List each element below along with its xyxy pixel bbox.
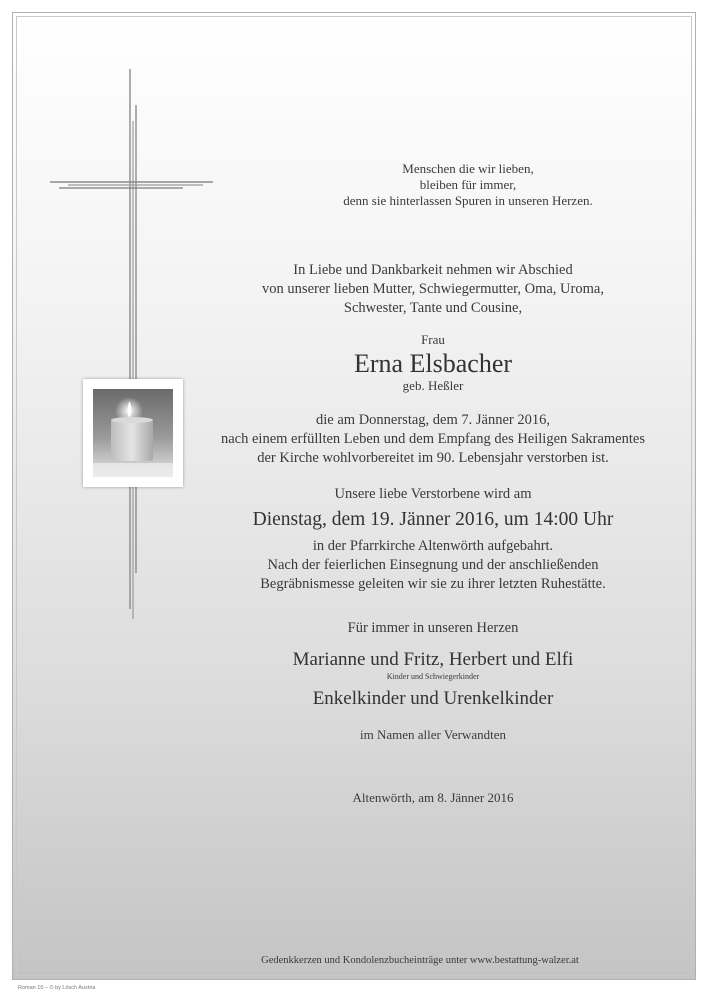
grandchildren: Enkelkinder und Urenkelkinder xyxy=(312,688,554,709)
funeral-line-3: Begräbnismesse geleiten wir sie zu ihrer letzten Ruhestätte. xyxy=(260,576,606,592)
candle-icon xyxy=(93,389,173,477)
relatives: im Namen aller Verwandten xyxy=(360,727,506,742)
motto: Für immer in unseren Herzen xyxy=(347,620,519,636)
children-note: Kinder und Schwiegerkinder xyxy=(386,672,480,681)
death-line-1: die am Donnerstag, dem 7. Jänner 2016, xyxy=(316,412,550,428)
obituary-card xyxy=(12,12,696,980)
funeral-date: Dienstag, dem 19. Jänner 2016, um 14:00 Uhr xyxy=(252,509,614,530)
children: Marianne und Fritz, Herbert und Elfi xyxy=(292,649,574,670)
place-date: Altenwörth, am 8. Jänner 2016 xyxy=(352,790,514,805)
intro-line-3: Schwester, Tante und Cousine, xyxy=(343,300,523,316)
intro-line-1: In Liebe und Dankbarkeit nehmen wir Abschied xyxy=(293,262,573,278)
funeral-line-2: Nach der feierlichen Einsegnung und der anschließenden xyxy=(267,557,599,573)
death-line-2: nach einem erfüllten Leben und dem Empfang des Heiligen Sakramentes xyxy=(221,431,645,447)
death-line-3: der Kirche wohlvorbereitet im 90. Lebensjahr verstorben ist. xyxy=(257,450,609,466)
funeral-intro: Unsere liebe Verstorbene wird am xyxy=(334,486,532,502)
quote-line-2: bleiben für immer, xyxy=(419,177,517,192)
quote-line-1: Menschen die wir lieben, xyxy=(402,161,534,176)
quote-line-3: denn sie hinterlassen Spuren in unseren Herzen. xyxy=(343,193,593,208)
intro-line-2: von unserer lieben Mutter, Schwiegermutter, Oma, Uroma, xyxy=(262,281,604,297)
template-credit: Roman 10 – © by Lösch Austria xyxy=(18,985,96,991)
maiden-name: geb. Heßler xyxy=(402,378,464,393)
salutation: Frau xyxy=(421,332,445,347)
deceased-name: Erna Elsbacher xyxy=(353,349,513,378)
funeral-line-1: in der Pfarrkirche Altenwörth aufgebahrt. xyxy=(312,538,554,554)
footer-note: Gedenkkerzen und Kondolenzbucheinträge unter www.bestattung-walzer.at xyxy=(261,955,579,966)
